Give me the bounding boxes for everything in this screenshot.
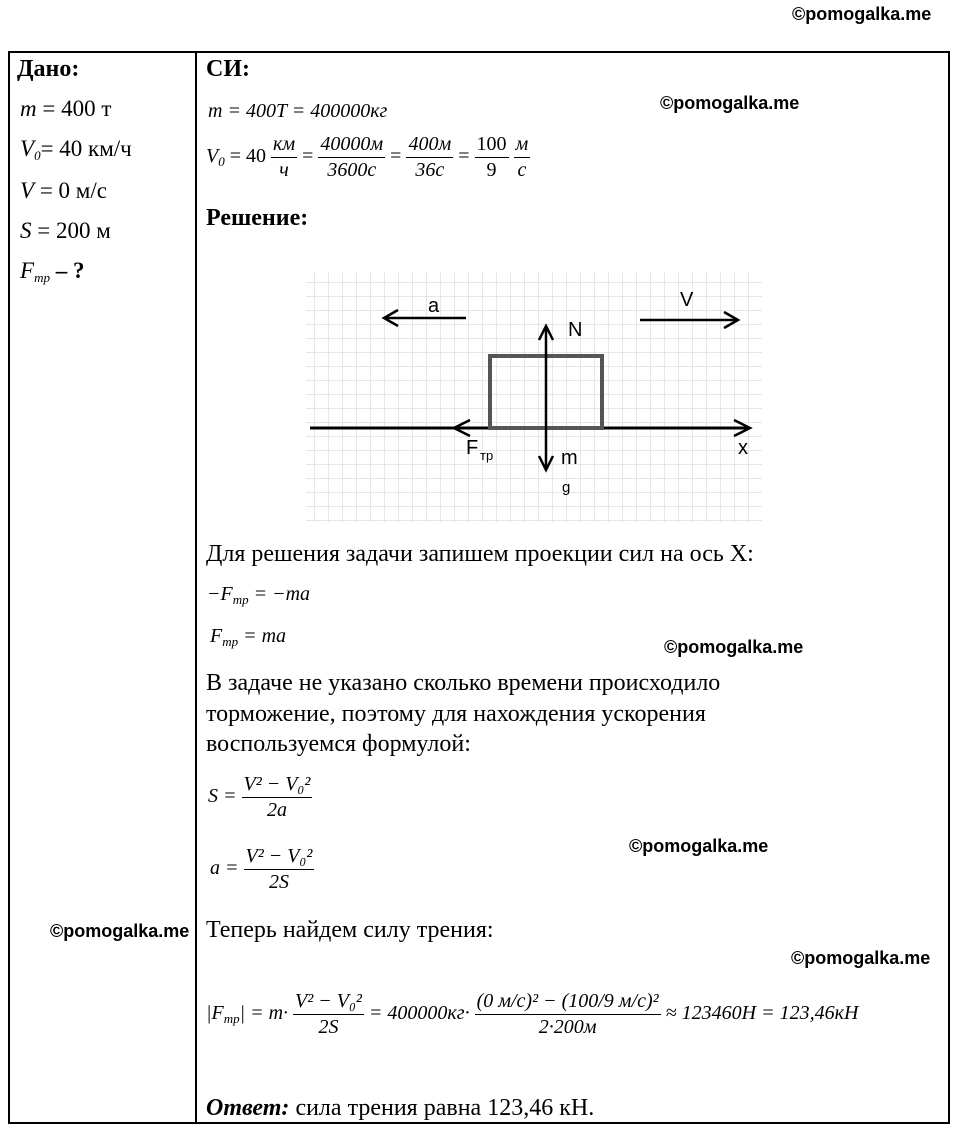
paragraph-time-line2: торможение, поэтому для нахождения ускорения bbox=[206, 701, 706, 727]
si-speed-conversion: $V_0 = 40$ $\frac{км}{ч}$ = $\frac{40000м}{3600с}$ = $\frac{400м}{36с}$ = $\frac{100}{9}$ $\frac{м}{с}$ bbox=[206, 133, 529, 181]
label-g: g bbox=[562, 479, 571, 496]
given-title: Дано: bbox=[17, 56, 80, 82]
answer-label: Ответ: bbox=[206, 1095, 290, 1121]
equation-projection: $-F_{тр} = -ma$ bbox=[207, 583, 311, 607]
solution-title: Решение: bbox=[206, 205, 309, 231]
answer bbox=[206, 1095, 594, 1122]
label-n: N bbox=[568, 319, 583, 341]
label-m: m bbox=[561, 447, 578, 469]
force-diagram bbox=[300, 268, 770, 528]
given-unknown-force: $F_{тр}$ – ? bbox=[20, 258, 85, 285]
column-divider bbox=[195, 51, 197, 1124]
paragraph-projections: Для решения задачи запишем проекции сил на ось X: bbox=[206, 541, 754, 567]
label-f-sub: тр bbox=[480, 448, 494, 463]
formula-final-force: $|F_{тр}| = m\cdot$ $\frac{\text{V² − V₀²}}{2S}$ = 400000кг· $\frac{\text{(0 м/с)² − (100/9 м/с)²}}{2\cdot 200м}$ ≈ 123460H = 123,46кH bbox=[206, 990, 859, 1038]
formula-acceleration: a = $\frac{\text{V² − V₀²}}{2S}$ bbox=[210, 845, 313, 893]
label-v: V bbox=[680, 289, 694, 311]
label-f: F bbox=[466, 437, 479, 459]
label-a: a bbox=[428, 295, 440, 317]
equation-friction: $F_{тр}$ = ma bbox=[210, 625, 287, 649]
solution-table bbox=[8, 51, 950, 1124]
si-title: СИ: bbox=[206, 56, 250, 82]
watermark: ©pomogalka.me bbox=[660, 93, 800, 113]
given-distance: S = 200 м bbox=[20, 218, 111, 243]
given-final-speed: V = 0 м/с bbox=[20, 178, 107, 203]
formula-distance: S = $\frac{\text{V² − V₀²}}{2a}$ bbox=[208, 773, 311, 821]
paragraph-time-line1: В задаче не указано сколько времени происходило bbox=[206, 670, 721, 696]
si-mass-conversion: m = 400T = 400000кг bbox=[208, 100, 388, 122]
watermark: ©pomogalka.me bbox=[792, 4, 932, 24]
grid-background bbox=[306, 272, 762, 522]
watermark: ©pomogalka.me bbox=[664, 637, 804, 657]
paragraph-find-force: Теперь найдем силу трения: bbox=[206, 917, 494, 943]
paragraph-time-line3: воспользуемся формулой: bbox=[206, 731, 471, 757]
given-mass: m = 400 т bbox=[20, 96, 112, 121]
watermark: ©pomogalka.me bbox=[791, 948, 931, 968]
given-initial-speed: $V_0= 40$ км/ч bbox=[20, 136, 132, 163]
watermark: ©pomogalka.me bbox=[629, 836, 769, 856]
watermark: ©pomogalka.me bbox=[50, 921, 190, 941]
label-x: x bbox=[738, 437, 748, 459]
answer-text: сила трения равна 123,46 кН. bbox=[289, 1095, 595, 1121]
